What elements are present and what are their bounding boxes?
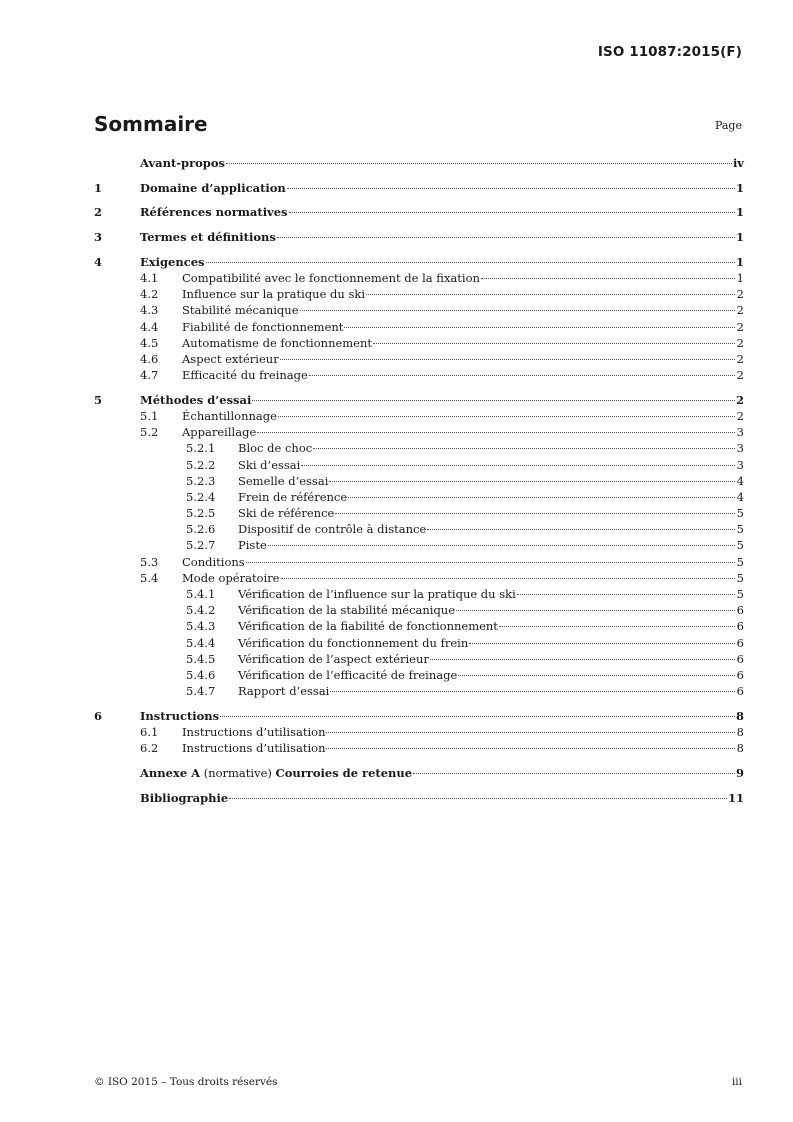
toc-entry[interactable] (94, 683, 744, 699)
toc-entry-page: 2 (736, 368, 744, 383)
toc-entry-title: Instructions d’utilisation (182, 725, 326, 739)
toc-entry-title: Exigences (140, 254, 205, 269)
toc-dot-leader (499, 626, 735, 627)
toc-entry-number: 5.4.1 (186, 587, 216, 601)
toc-entry[interactable] (94, 602, 744, 618)
toc-entry[interactable] (94, 618, 744, 634)
toc-entry-page: 2 (736, 303, 744, 318)
toc-entry[interactable] (94, 651, 744, 667)
toc-entry-title: Domaine d’application (140, 180, 286, 195)
toc-entry-number: 5 (94, 392, 103, 407)
toc-entry-title: Frein de référence (238, 489, 348, 504)
toc-dot-leader (335, 513, 735, 514)
toc-entry-page: 6 (736, 603, 744, 618)
toc-entry-number: 5.4.2 (186, 603, 216, 618)
toc-entry-number: 6 (94, 708, 103, 723)
toc-entry-number: 5.2.2 (186, 457, 216, 472)
toc-entry[interactable] (94, 586, 744, 602)
toc-dot-leader (246, 562, 735, 563)
toc-entry[interactable] (94, 351, 744, 367)
toc-entry-title: Automatisme de fonctionnement (182, 335, 373, 350)
toc-entry-page: 4 (736, 473, 744, 488)
toc-entry-page: 5 (736, 554, 744, 569)
toc-dot-leader (373, 343, 735, 344)
toc-entry-page: 3 (736, 425, 744, 440)
toc-entry-number: 4 (94, 254, 103, 269)
toc-entry-page: 1 (735, 254, 744, 269)
toc-entry-title: Semelle d’essai (238, 473, 329, 488)
toc-entry[interactable] (94, 489, 744, 505)
toc-dot-leader (257, 432, 735, 433)
toc-entry-number: 5.2.5 (186, 506, 216, 521)
toc-entry-number: 4.3 (140, 303, 159, 318)
toc-entry-number: 5.2.1 (186, 441, 216, 456)
toc-dot-leader (226, 163, 732, 164)
toc-dot-leader (413, 773, 735, 774)
toc-entry-title-qualifier: (normative) (200, 765, 276, 780)
toc-entry-page: 3 (736, 441, 744, 456)
toc-entry-number: 4.6 (140, 351, 159, 366)
toc-entry-number: 1 (94, 180, 103, 195)
toc-dot-leader (309, 375, 735, 376)
toc-entry-page: 2 (736, 351, 744, 366)
toc-entry-number: 5.2.3 (186, 473, 216, 488)
toc-dot-leader (348, 497, 735, 498)
toc-dot-leader (326, 748, 735, 749)
toc-entry-number: 5.3 (140, 554, 159, 569)
toc-entry[interactable] (94, 155, 744, 171)
toc-entry[interactable] (94, 367, 744, 383)
toc-entry-number: 5.2.4 (186, 489, 216, 504)
toc-entry-title: Conditions (182, 554, 245, 569)
toc-entry-title: Efficacité du freinage (182, 368, 308, 383)
toc-dot-leader (229, 798, 727, 799)
toc-entry[interactable] (94, 335, 744, 351)
toc-entry-page: 2 (736, 408, 744, 423)
toc-dot-leader (456, 610, 735, 611)
toc-entry[interactable] (94, 392, 744, 408)
toc-entry-title: Piste (238, 538, 267, 553)
toc-entry-page: 5 (736, 522, 744, 537)
toc-entry[interactable] (94, 521, 744, 537)
toc-entry-number: 5.4.4 (186, 635, 216, 650)
toc-dot-leader (252, 400, 735, 401)
toc-entry-number: 3 (94, 230, 103, 245)
toc-entry-number: 4.2 (140, 287, 159, 302)
toc-entry[interactable] (94, 570, 744, 586)
toc-entry[interactable] (94, 635, 744, 651)
toc-dot-leader (326, 732, 735, 733)
toc-entry-page: 6 (736, 684, 744, 699)
toc-entry[interactable] (94, 408, 744, 424)
toc-entry-title: Vérification de la fiabilité de fonctionnement (238, 619, 498, 634)
toc-entry-title: Fiabilité de fonctionnement (182, 319, 344, 334)
toc-entry-title: Échantillonnage (182, 408, 277, 423)
toc-entry-title: Bibliographie (140, 790, 229, 805)
toc-entry-page: 1 (736, 270, 744, 285)
toc-dot-leader (301, 465, 735, 466)
toc-dot-leader (329, 481, 735, 482)
toc-entry-title: Stabilité mécanique (182, 303, 299, 318)
toc-entry-title: Termes et définitions (140, 230, 276, 245)
toc-dot-leader (517, 594, 735, 595)
standard-number: ISO 11087:2015(F) (597, 44, 742, 60)
toc-entry-title: Vérification de l’efficacité de freinage (238, 667, 458, 682)
toc-entry-page: 6 (736, 619, 744, 634)
toc-entry-title: Aspect extérieur (182, 351, 279, 366)
toc-entry-number: 4.5 (140, 335, 159, 350)
toc-entry[interactable] (94, 790, 744, 806)
toc-entry[interactable] (94, 724, 744, 740)
toc-dot-leader (220, 716, 735, 717)
toc-entry-page: 9 (735, 765, 744, 780)
toc-entry[interactable] (94, 473, 744, 489)
toc-entry-page: 8 (736, 725, 744, 739)
toc-entry-number: 5.4.6 (186, 667, 216, 682)
toc-entry-number: 6.2 (140, 741, 159, 756)
toc-entry[interactable] (94, 440, 744, 456)
toc-dot-leader (427, 529, 735, 530)
toc-entry-page: 11 (727, 790, 744, 805)
toc-entry-title: Vérification de l’influence sur la pratique du ski (238, 587, 516, 601)
toc-entry-number: 4.7 (140, 368, 159, 383)
toc-entry-page: 1 (735, 180, 744, 195)
toc-entry-title-main: Annexe A (140, 765, 201, 780)
toc-entry[interactable] (94, 457, 744, 473)
toc-entry[interactable] (94, 319, 744, 335)
toc-entry-page: 6 (736, 651, 744, 666)
toc-entry[interactable] (94, 204, 744, 220)
toc-dot-leader (268, 545, 735, 546)
toc-entry-title: Mode opératoire (182, 570, 280, 585)
toc-entry-number: 5.2 (140, 425, 159, 440)
toc-entry-page: 1 (735, 230, 744, 245)
toc-entry[interactable] (94, 270, 744, 286)
toc-entry-page: 5 (736, 506, 744, 521)
toc-dot-leader (277, 237, 735, 238)
toc-entry-title: Vérification de l’aspect extérieur (238, 651, 429, 666)
toc-entry[interactable] (94, 708, 744, 724)
toc-entry[interactable] (94, 537, 744, 553)
toc-entry-page: 6 (736, 635, 744, 650)
footer-page-number: iii (731, 1076, 742, 1088)
toc-entry-number: 4.4 (140, 319, 159, 334)
toc-entry-title: Ski de référence (238, 506, 335, 521)
toc-dot-leader (281, 578, 736, 579)
toc-entry[interactable] (94, 667, 744, 683)
toc-entry-page: iv (732, 156, 744, 170)
toc-dot-leader (280, 359, 735, 360)
toc-entry-page: 8 (735, 708, 744, 723)
toc-entry-title: Instructions d’utilisation (182, 741, 326, 756)
toc-entry-page: 5 (736, 587, 744, 601)
toc-entry-number: 5.4 (140, 570, 159, 585)
toc-entry-page: 6 (736, 667, 744, 682)
toc-entry-number: 5.2.7 (186, 538, 216, 553)
toc-dot-leader (289, 212, 735, 213)
toc-entry-page: 4 (736, 489, 744, 504)
toc-entry-number: 5.4.7 (186, 684, 216, 699)
toc-entry-page: 3 (736, 457, 744, 472)
toc-dot-leader (458, 675, 735, 676)
toc-dot-leader (430, 659, 735, 660)
toc-dot-leader (366, 294, 735, 295)
toc-entry[interactable] (94, 554, 744, 570)
toc-entry-number: 5.4.5 (186, 651, 216, 666)
toc-dot-leader (278, 416, 735, 417)
toc-entry-number: 6.1 (140, 725, 159, 739)
toc-entry-title: Avant-propos (140, 156, 225, 170)
toc-entry-title: Rapport d’essai (238, 684, 330, 699)
toc-entry-title: Appareillage (182, 425, 257, 440)
toc-entry-title-suffix: Courroies de retenue (275, 765, 413, 780)
toc-entry[interactable] (94, 286, 744, 302)
toc-entry-page: 1 (735, 205, 744, 220)
toc-dot-leader (481, 278, 735, 279)
toc-entry-page: 2 (736, 287, 744, 302)
toc-entry-page: 8 (736, 741, 744, 756)
toc-entry-title: Influence sur la pratique du ski (182, 287, 366, 302)
toc-entry[interactable] (94, 254, 744, 270)
toc-entry-number: 5.2.6 (186, 522, 216, 537)
toc-entry[interactable] (94, 740, 744, 756)
table-of-contents (94, 155, 744, 806)
toc-entry-page: 2 (736, 319, 744, 334)
toc-entry[interactable] (94, 229, 744, 245)
toc-entry[interactable] (94, 424, 744, 440)
toc-entry-title: Compatibilité avec le fonctionnement de la fixation (182, 270, 480, 285)
toc-entry-number: 5.4.3 (186, 619, 216, 634)
toc-dot-leader (469, 643, 735, 644)
toc-entry-page: 5 (736, 570, 744, 585)
toc-entry[interactable] (94, 765, 744, 781)
toc-entry-title (140, 765, 412, 781)
toc-dot-leader (344, 327, 735, 328)
toc-entry-page: 2 (736, 335, 744, 350)
toc-entry-title: Références normatives (140, 205, 288, 220)
toc-entry-title: Méthodes d’essai (140, 392, 252, 407)
toc-dot-leader (287, 188, 735, 189)
toc-entry-page: 2 (735, 392, 744, 407)
toc-dot-leader (206, 262, 735, 263)
toc-heading: Sommaire (94, 112, 208, 136)
toc-entry[interactable] (94, 302, 744, 318)
toc-entry-number: 4.1 (140, 270, 159, 285)
toc-entry[interactable] (94, 180, 744, 196)
toc-entry-number: 2 (94, 205, 103, 220)
toc-entry-title: Bloc de choc (238, 441, 313, 456)
toc-entry-number: 5.1 (140, 408, 159, 423)
toc-entry-title: Vérification de la stabilité mécanique (238, 603, 456, 618)
toc-dot-leader (313, 448, 735, 449)
toc-entry-page: 5 (736, 538, 744, 553)
page-column-label: Page (714, 119, 742, 132)
toc-dot-leader (330, 691, 735, 692)
footer-copyright: © ISO 2015 – Tous droits réservés (94, 1076, 278, 1088)
toc-entry-title: Ski d’essai (238, 457, 301, 472)
toc-dot-leader (300, 310, 736, 311)
toc-entry-title: Dispositif de contrôle à distance (238, 522, 427, 537)
toc-entry[interactable] (94, 505, 744, 521)
toc-entry-title: Vérification du fonctionnement du frein (238, 635, 469, 650)
toc-entry-title: Instructions (140, 708, 220, 723)
